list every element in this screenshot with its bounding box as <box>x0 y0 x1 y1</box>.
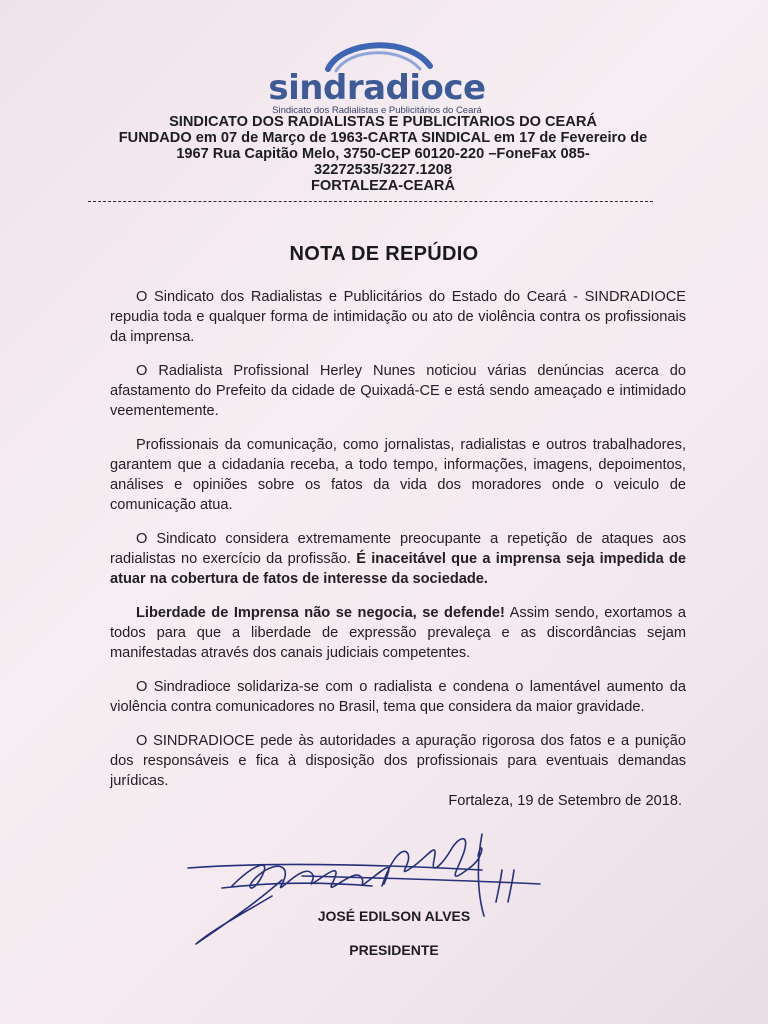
letterhead <box>78 114 688 194</box>
paragraph-text: O Sindicato considera extremamente preocupante a repetição de ataques aos radialistas no exercício da profissão. <box>110 531 686 567</box>
handwritten-signature <box>182 826 562 956</box>
paragraph-emphasis: É inaceitável que a imprensa seja impedida de atuar na cobertura de fatos de interesse da sociedade. <box>110 551 686 587</box>
letterhead-line: 32272535/3227.1208 <box>314 162 452 178</box>
letterhead-line: 1967 Rua Capitão Melo, 3750-CEP 60120-220 –FoneFax 085- <box>176 146 590 162</box>
document-body <box>110 287 686 805</box>
paragraph <box>110 529 686 589</box>
document-title: NOTA DE REPÚDIO <box>289 243 479 265</box>
letterhead-line: FORTALEZA-CEARÁ <box>310 178 456 194</box>
paragraph: O Sindicato dos Radialistas e Publicitários do Estado do Ceará - SINDRADIOCE repudia toda e qualquer forma de intimidação ou ato de violência contra os profissionais da imprensa. <box>110 289 686 345</box>
signatory-name: JOSÉ EDILSON ALVES <box>317 908 471 924</box>
paragraph: O Radialista Profissional Herley Nunes noticiou várias denúncias acerca do afastamento do Prefeito da cidade de Quixadá-CE e está sendo ameaçado e intimidado veementemente. <box>110 363 686 419</box>
paragraph <box>110 603 686 663</box>
letterhead-line: SINDICATO DOS RADIALISTAS E PUBLICITARIOS DO CEARÁ <box>169 114 597 130</box>
paragraph: Profissionais da comunicação, como jornalistas, radialistas e outros trabalhadores, garantem que a cidadania receba, a todo tempo, informações, imagens, depoimentos, análises e opiniões sobre os fatos da vida dos moradores onde o veiculo de comunicação atua. <box>110 437 686 513</box>
dashed-divider <box>88 201 653 202</box>
paragraph: O Sindradioce solidariza-se com o radialista e condena o lamentável aumento da violência contra comunicadores no Brasil, tema que considera da maior gravidade. <box>110 679 686 715</box>
letterhead-line: FUNDADO em 07 de Março de 1963-CARTA SINDICAL em 17 de Fevereiro de <box>118 130 648 146</box>
date-line: Fortaleza, 19 de Setembro de 2018. <box>448 793 682 809</box>
sindradioce-logo <box>250 36 500 114</box>
paragraph: O SINDRADIOCE pede às autoridades a apuração rigorosa dos fatos e a punição dos responsáveis e fica à disposição dos profissionais para eventuais demandas jurídicas. <box>110 733 686 789</box>
paragraph-emphasis: Liberdade de Imprensa não se negocia, se defende! <box>136 605 505 621</box>
paragraph-text: Assim sendo, exortamos a todos para que a liberdade de expressão prevaleça e as discordâncias sejam manifestadas através dos canais judiciais competentes. <box>110 605 686 661</box>
logo-subtitle: Sindicato dos Radialistas e Publicitários do Ceará <box>272 105 482 116</box>
logo-name: sindradioce <box>268 68 486 108</box>
signatory-role: PRESIDENTE <box>349 942 439 958</box>
